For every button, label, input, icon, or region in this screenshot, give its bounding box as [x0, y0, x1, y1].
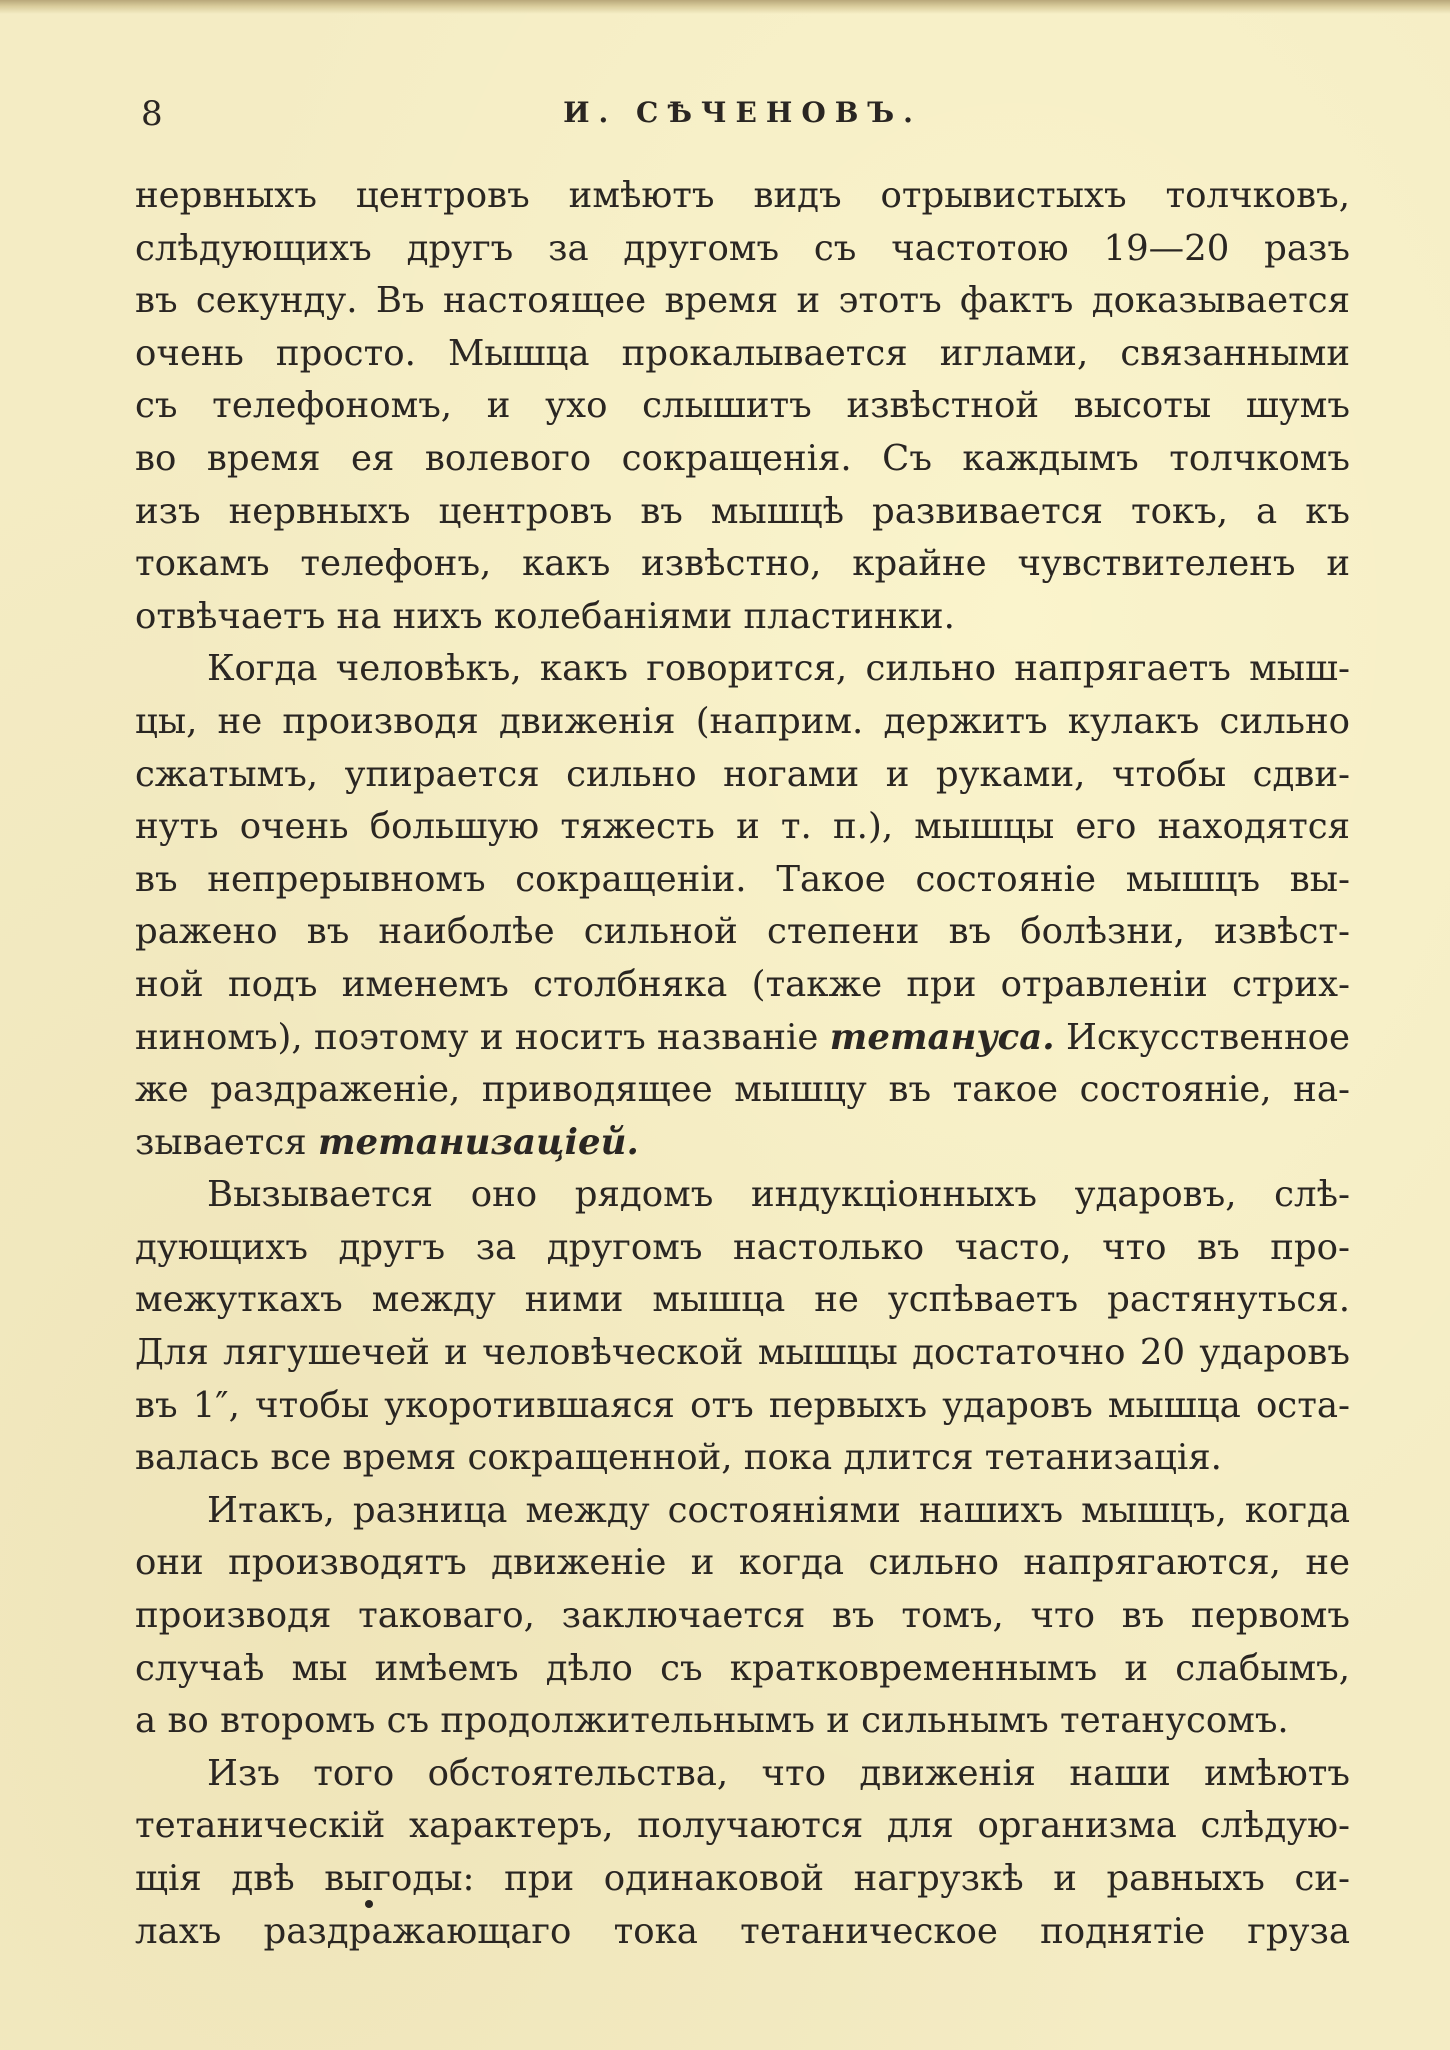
text-segment: Искусственное — [1054, 1016, 1350, 1058]
running-head — [135, 90, 1350, 140]
text-line: во время ея волевого сокращенія. Съ каждымъ толчкомъ — [135, 437, 1350, 479]
text-line: производя таковаго, заключается въ томъ, что въ первомъ — [135, 1595, 1350, 1637]
paragraph — [135, 1169, 1350, 1485]
text-line: же раздраженіе, приводящее мышцу въ такое состояніе, на- — [135, 1069, 1350, 1111]
text-line: токамъ телефонъ, какъ извѣстно, крайне чувствителенъ и — [135, 543, 1350, 585]
text-line: въ 1″, чтобы укоротившаяся отъ первыхъ ударовъ мышца оста- — [135, 1384, 1350, 1426]
text-line: лахъ раздражающаго тока тетаническое поднятіе груза — [135, 1910, 1350, 1952]
text-line — [135, 1012, 1350, 1065]
text-line: дующихъ другъ за другомъ настолько часто, что въ про- — [135, 1226, 1350, 1268]
text-segment: зывается — [135, 1121, 318, 1163]
italic-term: тетанизаціей. — [317, 1121, 639, 1163]
text-line: межуткахъ между ними мышца не успѣваетъ растянуться. — [135, 1279, 1350, 1321]
print-speck — [365, 1900, 373, 1908]
paragraph — [135, 643, 1350, 1169]
paragraph — [135, 1748, 1350, 1958]
text-line: щія двѣ выгоды: при одинаковой нагрузкѣ и равныхъ си- — [135, 1858, 1350, 1899]
text-line: Когда человѣкъ, какъ говорится, сильно напрягаетъ мыш- — [207, 648, 1350, 690]
text-line: въ непрерывномъ сокращеніи. Такое состояніе мышцъ вы- — [135, 858, 1350, 900]
text-line: изъ нервныхъ центровъ въ мышцѣ развивается токъ, а къ — [135, 490, 1350, 532]
text-line: нуть очень большую тяжесть и т. п.), мышцы его находятся — [135, 806, 1350, 848]
text-line: тетаническій характеръ, получаются для организма слѣдую- — [135, 1805, 1350, 1847]
text-line: Изъ того обстоятельства, что движенія наши имѣютъ — [207, 1752, 1350, 1794]
page-number: 8 — [141, 94, 164, 134]
text-line: а во второмъ съ продолжительнымъ и сильнымъ тетанусомъ. — [135, 1700, 1289, 1742]
text-line: они производятъ движеніе и когда сильно напрягаются, не — [135, 1542, 1350, 1584]
text-line: ной подъ именемъ столбняка (также при отравленіи стрих- — [135, 963, 1350, 1005]
body-text — [135, 170, 1350, 1958]
text-line: Вызывается оно рядомъ индукціонныхъ ударовъ, слѣ- — [207, 1174, 1350, 1216]
paragraph — [135, 170, 1350, 643]
text-line: Для лягушечей и человѣческой мышцы достаточно 20 ударовъ — [135, 1332, 1350, 1374]
text-line: съ телефономъ, и ухо слышитъ извѣстной высоты шумъ — [135, 385, 1350, 427]
text-line: нервныхъ центровъ имѣютъ видъ отрывистыхъ толчковъ, — [135, 175, 1350, 216]
text-line: въ секунду. Въ настоящее время и этотъ фактъ доказывается — [135, 280, 1350, 322]
text-line: отвѣчаетъ на нихъ колебаніями пластинки. — [135, 595, 955, 637]
running-title: И. СѢЧЕНОВЪ. — [563, 96, 922, 129]
text-line: цы, не производя движенія (наприм. держитъ кулакъ сильно — [135, 700, 1350, 742]
text-line: случаѣ мы имѣемъ дѣло съ кратковременнымъ и слабымъ, — [135, 1647, 1350, 1689]
page-top-edge — [0, 0, 1450, 14]
text-line: Итакъ, разница между состояніями нашихъ мышцъ, когда — [207, 1489, 1350, 1531]
text-segment: ниномъ), поэтому и носитъ названіе — [135, 1016, 830, 1058]
italic-term: тетануса. — [829, 1016, 1055, 1058]
text-line: сжатымъ, упирается сильно ногами и руками, чтобы сдви- — [135, 753, 1350, 795]
book-page — [135, 90, 1350, 1958]
text-line: валась все время сокращенной, пока длится тетанизація. — [135, 1437, 1222, 1479]
text-line — [135, 1117, 1350, 1170]
text-line: очень просто. Мышца прокалывается иглами, связанными — [135, 332, 1350, 374]
paragraph — [135, 1485, 1350, 1748]
text-line: слѣдующихъ другъ за другомъ съ частотою 19—20 разъ — [135, 227, 1350, 269]
text-line: ражено въ наиболѣе сильной степени въ болѣзни, извѣст- — [135, 911, 1350, 953]
